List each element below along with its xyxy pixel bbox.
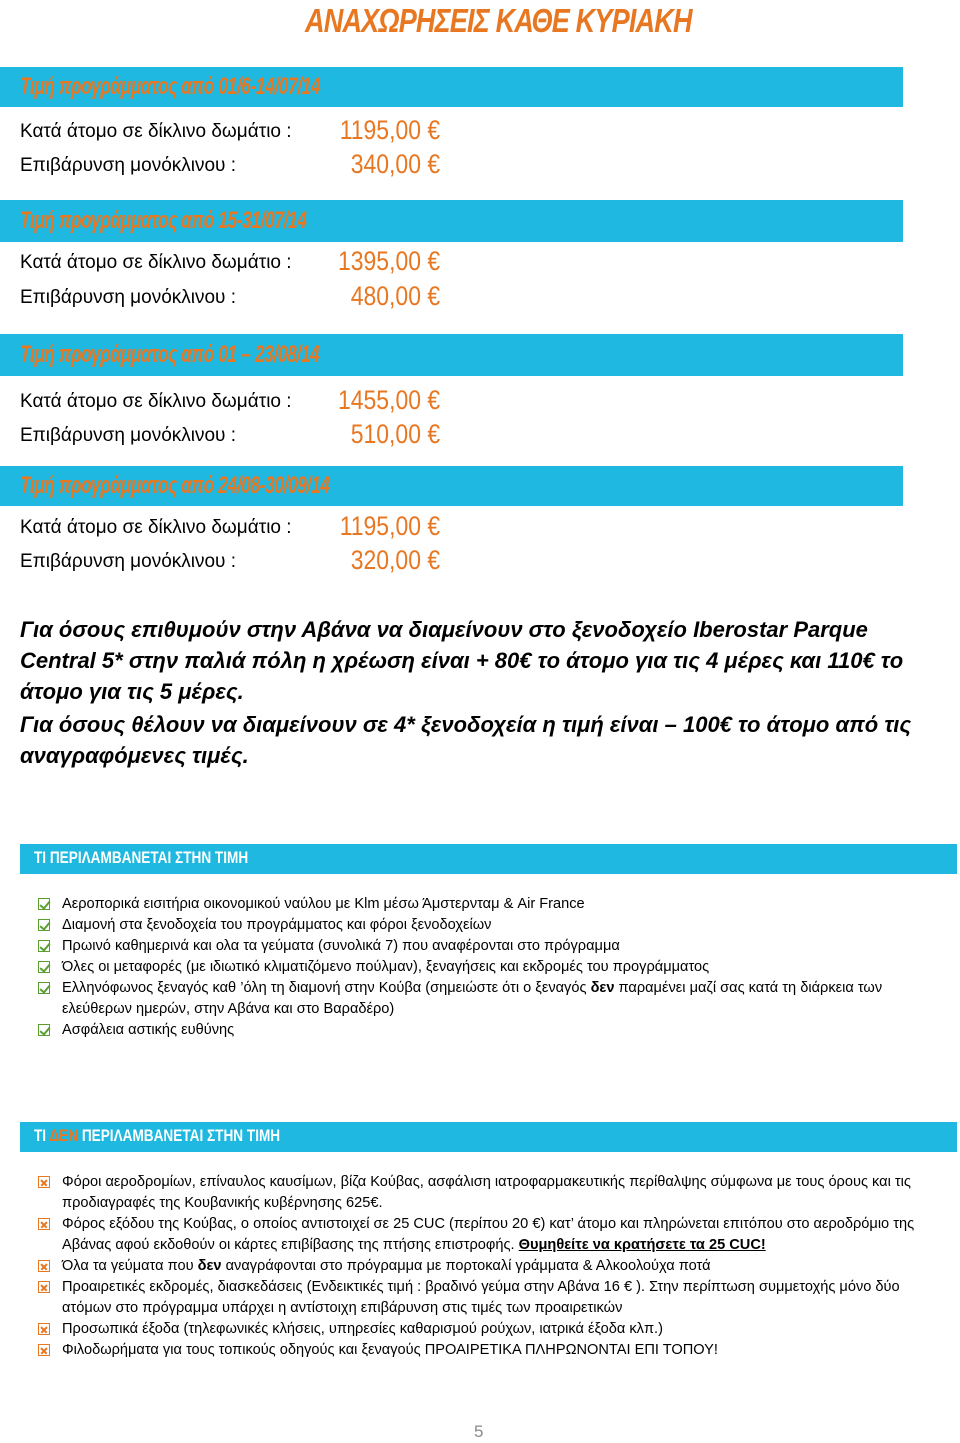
price-period-banner bbox=[0, 466, 903, 506]
double-room-price: 1455,00 € bbox=[337, 385, 440, 415]
price-period-heading: Τιμή προγράμματος από 15-31/07/14 bbox=[20, 207, 307, 234]
double-room-price: 1195,00 € bbox=[339, 115, 440, 145]
checkbox-checked-icon bbox=[38, 898, 50, 910]
checkbox-checked-icon bbox=[38, 1024, 50, 1036]
list-item: Όλα τα γεύματα που δεν αναγράφονται στο πρόγραμμα με πορτοκαλί γράμματα & Αλκοολούχα ποτά bbox=[38, 1256, 938, 1277]
single-supplement-price: 340,00 € bbox=[350, 149, 440, 179]
double-room-label: Κατά άτομο σε δίκλινο δωμάτιο : bbox=[20, 517, 292, 538]
checkbox-x-icon bbox=[38, 1218, 50, 1230]
price-period-heading: Τιμή προγράμματος από 01/6-14/07/14 bbox=[20, 73, 321, 100]
included-section-banner bbox=[20, 844, 957, 874]
list-item: Φόρος εξόδου της Κούβας, ο οποίος αντιστοιχεί σε 25 CUC (περίπου 20 €) κατ’ άτομο και πληρώνεται επιτόπου στο αεροδρόμιο της Αβάνας αφού εκδοθούν οι κάρτες επιβίβασης της πτήσης επιστροφής. Θυμηθείτε να κρατήσετε τα 25 CUC! bbox=[38, 1214, 938, 1256]
hotel-upgrade-note: Για όσους επιθυμούν στην Αβάνα να διαμείνουν στο ξενοδοχείο Iberostar Parque Central 5* στην παλιά πόλη η χρέωση είναι + 80€ το άτομο για τις 4 μέρες και 110€ το άτομο για τις 5 μέρες. bbox=[20, 617, 904, 704]
list-item: Ασφάλεια αστικής ευθύνης bbox=[38, 1020, 938, 1041]
list-item: Προσωπικά έξοδα (τηλεφωνικές κλήσεις, υπηρεσίες καθαρισμού ρούχων, ιατρικά έξοδα κλπ.) bbox=[38, 1319, 938, 1340]
double-room-label: Κατά άτομο σε δίκλινο δωμάτιο : bbox=[20, 252, 292, 273]
list-item: Όλες οι μεταφορές (με ιδιωτικό κλιματιζόμενο πούλμαν), ξεναγήσεις και εκδρομές του προγράμματος bbox=[38, 957, 938, 978]
list-item: Φιλοδωρήματα για τους τοπικούς οδηγούς και ξεναγούς ΠΡΟΑΙΡΕΤΙΚΑ ΠΛΗΡΩΝΟΝΤΑΙ ΕΠΙ ΤΟΠΟΥ! bbox=[38, 1340, 938, 1361]
price-period-banner bbox=[0, 200, 903, 242]
checkbox-checked-icon bbox=[38, 940, 50, 952]
single-supplement-price: 510,00 € bbox=[350, 419, 440, 449]
checkbox-x-icon bbox=[38, 1281, 50, 1293]
page-number: 5 bbox=[474, 1422, 484, 1441]
price-period-heading: Τιμή προγράμματος από 24/08-30/09/14 bbox=[20, 472, 330, 499]
double-room-label: Κατά άτομο σε δίκλινο δωμάτιο : bbox=[20, 121, 292, 142]
checkbox-x-icon bbox=[38, 1176, 50, 1188]
single-supplement-label: Επιβάρυνση μονόκλινου : bbox=[20, 425, 237, 446]
included-heading: ΤΙ ΠΕΡΙΛΑΜΒΑΝΕΤΑΙ ΣΤΗΝ ΤΙΜΗ bbox=[34, 848, 249, 867]
single-supplement-label: Επιβάρυνση μονόκλινου : bbox=[20, 155, 237, 176]
checkbox-checked-icon bbox=[38, 982, 50, 994]
checkbox-x-icon bbox=[38, 1260, 50, 1272]
double-room-price: 1395,00 € bbox=[337, 246, 440, 276]
price-period-heading: Τιμή προγράμματος από 01 – 23/08/14 bbox=[20, 341, 320, 368]
included-list bbox=[38, 894, 938, 1041]
single-supplement-price: 320,00 € bbox=[350, 545, 440, 575]
list-item: Προαιρετικές εκδρομές, διασκεδάσεις (Ενδεικτικές τιμή : βραδινό γεύμα στην Αβάνα 16 € ). Στην περίπτωση συμμετοχής μόνο δύο ατόμων στο πρόγραμμα υπάρχει η αντίστοιχη επιβάρυνση στις τιμές των προαιρετικών bbox=[38, 1277, 938, 1319]
not-included-list bbox=[38, 1172, 938, 1361]
single-supplement-label: Επιβάρυνση μονόκλινου : bbox=[20, 287, 237, 308]
checkbox-checked-icon bbox=[38, 961, 50, 973]
double-room-price: 1195,00 € bbox=[339, 511, 440, 541]
page-title: ΑΝΑΧΩΡΗΣΕΙΣ ΚΑΘΕ ΚΥΡΙΑΚΗ bbox=[305, 2, 692, 39]
list-item: Φόροι αεροδρομίων, επίναυλος καυσίμων, βίζα Κούβας, ασφάλιση ιατροφαρμακευτικής περίθαλψης σύμφωνα με τους όρους και τις προδιαγραφές της Κουβανικής κυβέρνησης 625€. bbox=[38, 1172, 938, 1214]
price-period-banner bbox=[0, 334, 903, 376]
checkbox-checked-icon bbox=[38, 919, 50, 931]
list-item: Διαμονή στα ξενοδοχεία του προγράμματος και φόροι ξενοδοχείων bbox=[38, 915, 938, 936]
list-item: Ελληνόφωνος ξεναγός καθ ’όλη τη διαμονή στην Κούβα (σημειώστε ότι ο ξεναγός δεν παραμένει μαζί σας κατά τη διάρκεια των ελεύθερων ημερών, στην Αβάνα και στο Βαραδέρο) bbox=[38, 978, 938, 1020]
list-item: Αεροπορικά εισιτήρια οικονομικού ναύλου με Klm μέσω Άμστερνταμ & Air France bbox=[38, 894, 938, 915]
single-supplement-label: Επιβάρυνση μονόκλινου : bbox=[20, 551, 237, 572]
list-item: Πρωινό καθημερινά και ολα τα γεύματα (συνολικά 7) που αναφέρονται στο πρόγραμμα bbox=[38, 936, 938, 957]
single-supplement-price: 480,00 € bbox=[350, 281, 440, 311]
price-period-banner bbox=[0, 67, 903, 107]
checkbox-x-icon bbox=[38, 1344, 50, 1356]
not-included-heading: ΤΙ ΔΕΝ ΠΕΡΙΛΑΜΒΑΝΕΤΑΙ ΣΤΗΝ ΤΙΜΗ bbox=[34, 1126, 281, 1145]
double-room-label: Κατά άτομο σε δίκλινο δωμάτιο : bbox=[20, 391, 292, 412]
checkbox-x-icon bbox=[38, 1323, 50, 1335]
four-star-discount-note: Για όσους θέλουν να διαμείνουν σε 4* ξενοδοχεία η τιμή είναι – 100€ το άτομο από τις αναγραφόμενες τιμές. bbox=[20, 712, 912, 768]
not-included-section-banner bbox=[20, 1122, 957, 1152]
